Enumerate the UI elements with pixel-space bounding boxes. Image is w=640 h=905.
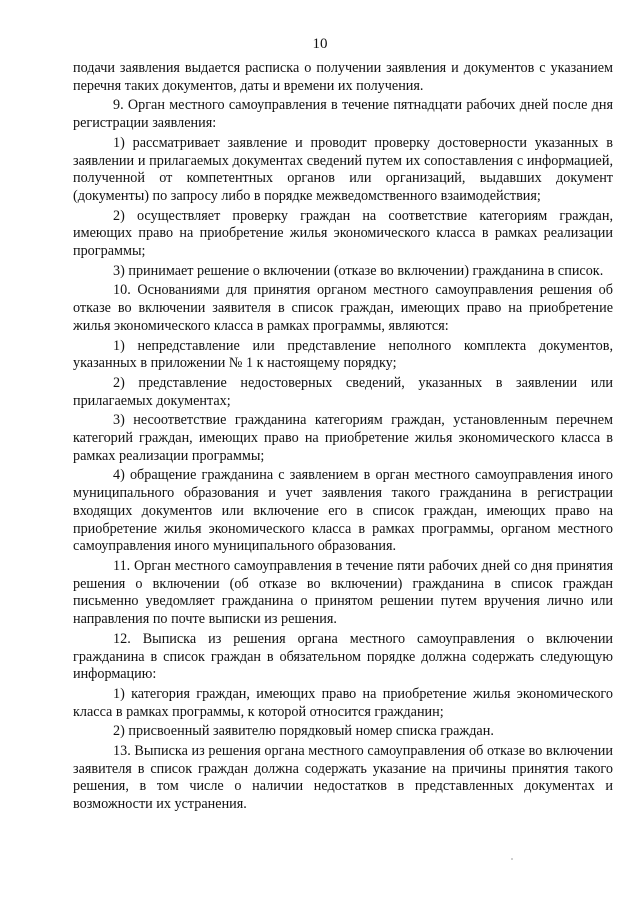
- paragraph-clause-10-item-1: 1) непредставление или представление неполного комплекта документов, указанных в приложении № 1 к настоящему порядку;: [73, 337, 613, 372]
- paragraph-clause-11: 11. Орган местного самоуправления в течение пяти рабочих дней со дня принятия решения о включении (об отказе во включении) гражданина в список граждан письменно уведомляет гражданина о принятом решении путем вручения лично или направления по почте выписки из решения.: [73, 557, 613, 628]
- paragraph-clause-10-item-4: 4) обращение гражданина с заявлением в орган местного самоуправления иного муниципального образования и учет заявления такого гражданина в регистрации входящих документов или включение его в список граждан, имеющих право на приобретение жилья экономического класса в рамках программы, органом местного самоуправления иного муниципального образования.: [73, 467, 613, 555]
- paragraph-continuation: подачи заявления выдается расписка о получении заявления и документов с указанием перечня таких документов, даты и времени их получения.: [73, 60, 613, 94]
- paragraph-clause-12: 12. Выписка из решения органа местного самоуправления о включении гражданина в список граждан в обязательном порядке должна содержать следующую информацию:: [73, 630, 613, 683]
- paragraph-clause-9-item-1: 1) рассматривает заявление и проводит проверку достоверности указанных в заявлении и прилагаемых документах сведений путем их сопоставления с информацией, полученной от компетентных органов или организаций, выдавших документ (документы) по запросу либо в порядке межведомственного взаимодействия;: [73, 134, 613, 204]
- paragraph-clause-12-item-1: 1) категория граждан, имеющих право на приобретение жилья экономического класса в рамках программы, к которой относится гражданин;: [73, 685, 613, 720]
- page-number: 10: [312, 36, 328, 52]
- paragraph-clause-9: 9. Орган местного самоуправления в течение пятнадцати рабочих дней после дня регистрации заявления:: [73, 97, 613, 132]
- paragraph-clause-9-item-2: 2) осуществляет проверку граждан на соответствие категориям граждан, имеющих право на приобретение жилья экономического класса в рамках реализации программы;: [73, 207, 613, 260]
- paragraph-clause-10-item-2: 2) представление недостоверных сведений, указанных в заявлении или прилагаемых документах;: [73, 374, 613, 409]
- document-body: [73, 60, 613, 816]
- paragraph-clause-13: 13. Выписка из решения органа местного самоуправления об отказе во включении заявителя в список граждан должна содержать указание на причины принятия такого решения, в том числе о наличии недостатков в представленных документах и возможности их устранения.: [73, 743, 613, 813]
- scan-speck: [511, 858, 513, 860]
- paragraph-clause-10-item-3: 3) несоответствие гражданина категориям граждан, установленным перечнем категорий граждан, имеющих право на приобретение жилья экономического класса в рамках реализации программы;: [73, 412, 613, 464]
- paragraph-clause-10: 10. Основаниями для принятия органом местного самоуправления решения об отказе во включении заявителя в список граждан, имеющих право на приобретение жилья экономического класса в рамках программы, являются:: [73, 282, 613, 334]
- paragraph-clause-9-item-3: 3) принимает решение о включении (отказе во включении) гражданина в список.: [113, 262, 604, 279]
- paragraph-clause-12-item-2: 2) присвоенный заявителю порядковый номер списка граждан.: [113, 723, 494, 740]
